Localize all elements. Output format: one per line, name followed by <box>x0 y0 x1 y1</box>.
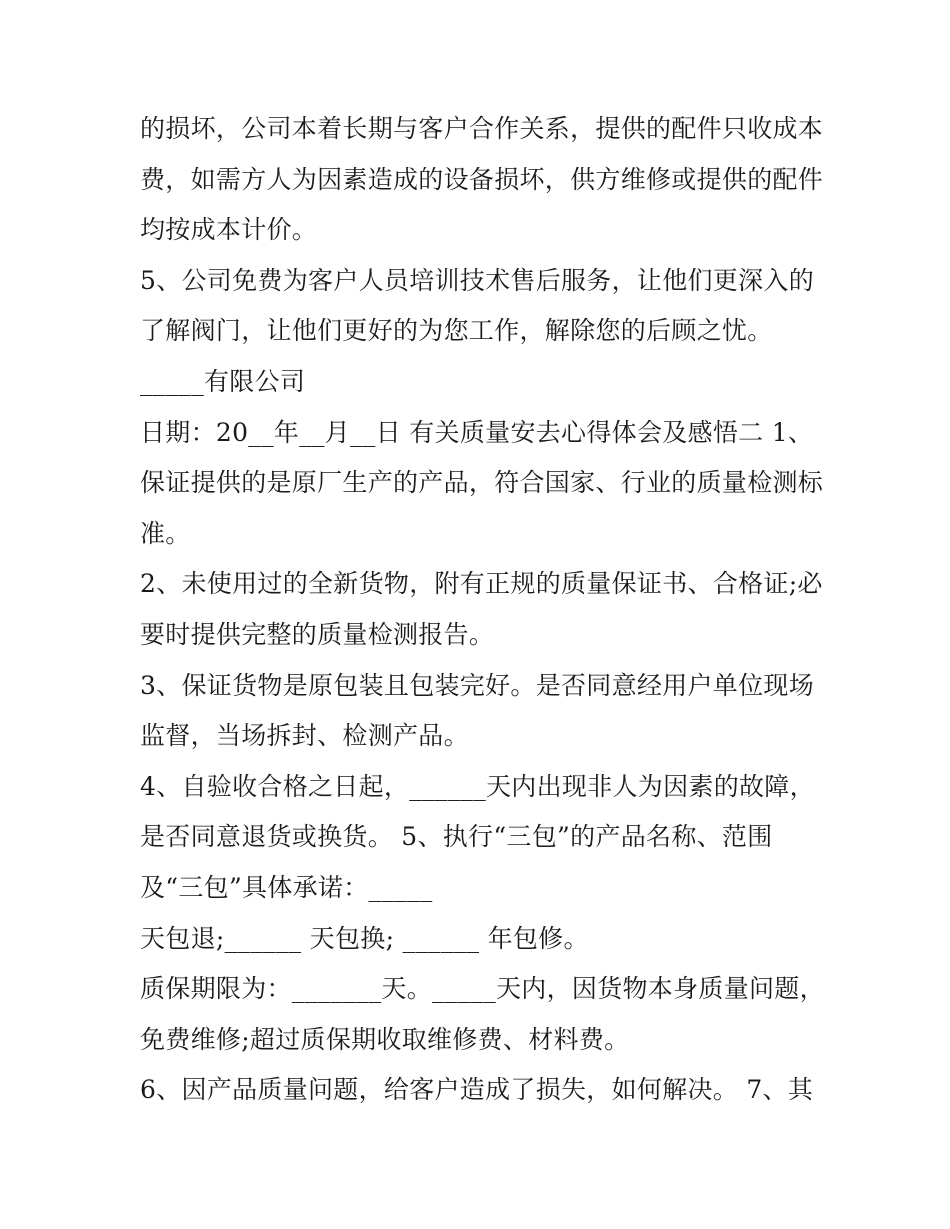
text-line: 了解阀门，让他们更好的为您工作，解除您的后顾之忧。 <box>140 316 773 346</box>
text-line: 质保期限为：_______天。_____天内，因货物本身质量问题， <box>140 974 825 1004</box>
text-line: 的损坏，公司本着长期与客户合作关系，提供的配件只收成本 <box>140 114 824 143</box>
text-line: 监督，当场拆封、检测产品。 <box>140 721 469 751</box>
text-line: 3、保证货物是原包装且包装完好。是否同意经用户单位现场 <box>140 670 815 700</box>
company-name-line: _____有限公司 <box>140 366 306 396</box>
text-line: 5、公司免费为客户人员培训技术售后服务，让他们更深入的 <box>140 265 815 295</box>
text-line: 准。 <box>140 518 191 548</box>
text-line: 是否同意退货或换货。 5、执行“三包”的产品名称、范围 <box>140 822 773 852</box>
text-line: 及“三包”具体承诺：_____ <box>140 872 433 902</box>
document-body <box>140 104 830 1116</box>
text-line: 均按成本计价。 <box>140 215 318 245</box>
text-line: 保证提供的是原厂生产的产品，符合国家、行业的质量检测标 <box>140 468 824 498</box>
text-line: 4、自验收合格之日起，______天内出现非人为因素的故障， <box>140 771 815 801</box>
text-line: 要时提供完整的质量检测报告。 <box>140 619 495 649</box>
text-line: 2、未使用过的全新货物，附有正规的质量保证书、合格证;必 <box>140 569 823 599</box>
text-line: 免费维修;超过质保期收取维修费、材料费。 <box>140 1024 630 1054</box>
text-line: 费，如需方人为因素造成的设备损坏，供方维修或提供的配件 <box>140 164 824 194</box>
text-line: 6、因产品质量问题，给客户造成了损失，如何解决。 7、其 <box>140 1075 814 1105</box>
text-line: 天包退;______ 天包换; ______ 年包修。 <box>140 923 589 953</box>
date-line: 日期：20__年__月__日 有关质量安去心得体会及感悟二 1、 <box>140 417 814 447</box>
